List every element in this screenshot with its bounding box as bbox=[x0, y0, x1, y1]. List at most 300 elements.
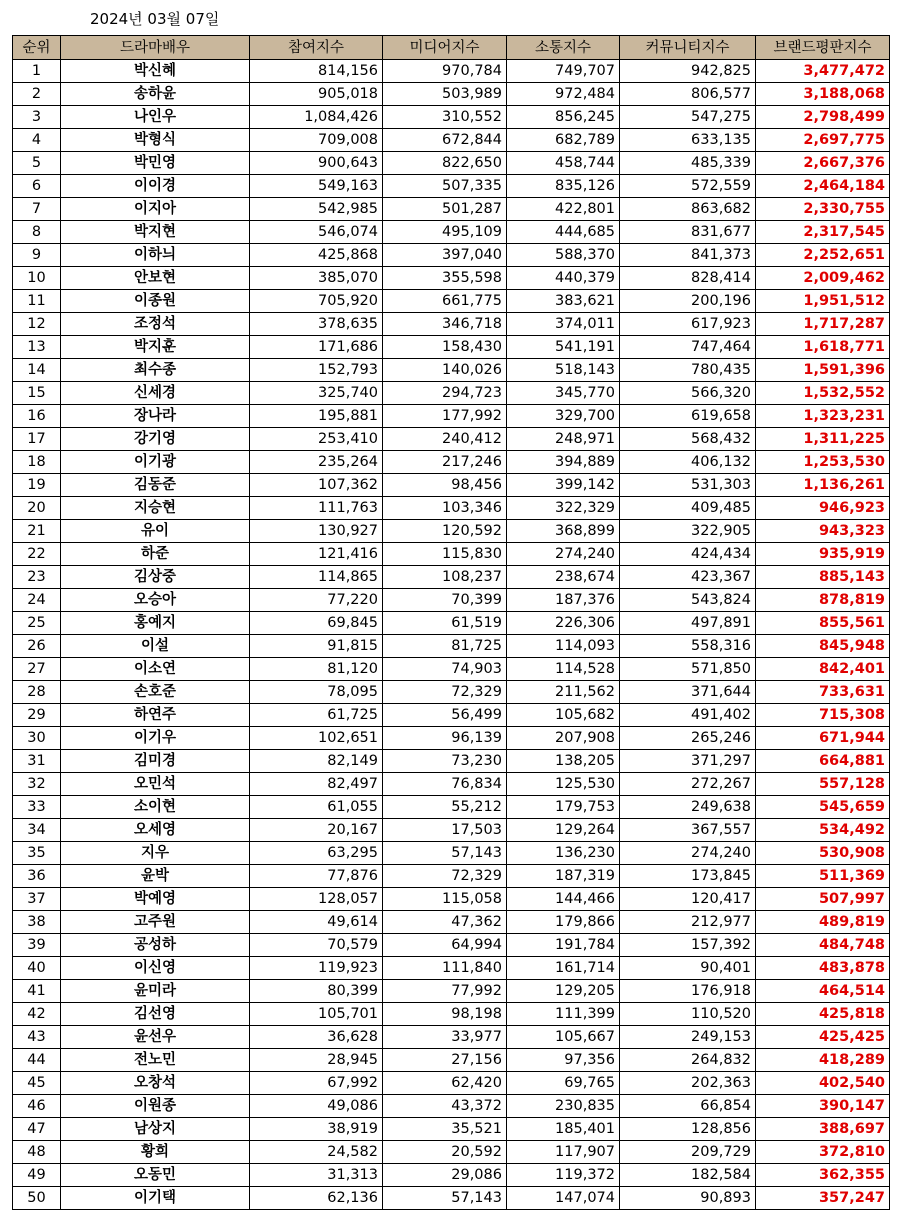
media-cell: 672,844 bbox=[383, 129, 507, 152]
communication-cell: 114,093 bbox=[507, 635, 620, 658]
brand-reputation-cell: 715,308 bbox=[756, 704, 890, 727]
community-cell: 568,432 bbox=[620, 428, 756, 451]
header-brand-reputation: 브랜드평판지수 bbox=[756, 36, 890, 60]
rank-cell: 12 bbox=[13, 313, 61, 336]
communication-cell: 114,528 bbox=[507, 658, 620, 681]
participation-cell: 82,149 bbox=[250, 750, 383, 773]
rank-cell: 37 bbox=[13, 888, 61, 911]
rank-cell: 39 bbox=[13, 934, 61, 957]
media-cell: 115,830 bbox=[383, 543, 507, 566]
rank-cell: 13 bbox=[13, 336, 61, 359]
table-row bbox=[13, 796, 890, 819]
brand-reputation-cell: 2,330,755 bbox=[756, 198, 890, 221]
rank-cell: 15 bbox=[13, 382, 61, 405]
media-cell: 33,977 bbox=[383, 1026, 507, 1049]
participation-cell: 28,945 bbox=[250, 1049, 383, 1072]
rank-cell: 36 bbox=[13, 865, 61, 888]
media-cell: 20,592 bbox=[383, 1141, 507, 1164]
brand-reputation-cell: 855,561 bbox=[756, 612, 890, 635]
community-cell: 747,464 bbox=[620, 336, 756, 359]
actor-name-cell: 오창석 bbox=[61, 1072, 250, 1095]
brand-reputation-cell: 418,289 bbox=[756, 1049, 890, 1072]
communication-cell: 117,907 bbox=[507, 1141, 620, 1164]
community-cell: 110,520 bbox=[620, 1003, 756, 1026]
brand-reputation-cell: 671,944 bbox=[756, 727, 890, 750]
table-row bbox=[13, 566, 890, 589]
communication-cell: 682,789 bbox=[507, 129, 620, 152]
table-row bbox=[13, 451, 890, 474]
rank-cell: 5 bbox=[13, 152, 61, 175]
brand-reputation-cell: 664,881 bbox=[756, 750, 890, 773]
rank-cell: 17 bbox=[13, 428, 61, 451]
community-cell: 66,854 bbox=[620, 1095, 756, 1118]
community-cell: 497,891 bbox=[620, 612, 756, 635]
community-cell: 806,577 bbox=[620, 83, 756, 106]
community-cell: 531,303 bbox=[620, 474, 756, 497]
actor-name-cell: 이이경 bbox=[61, 175, 250, 198]
actor-name-cell: 이지아 bbox=[61, 198, 250, 221]
communication-cell: 399,142 bbox=[507, 474, 620, 497]
participation-cell: 67,992 bbox=[250, 1072, 383, 1095]
rank-cell: 10 bbox=[13, 267, 61, 290]
table-row bbox=[13, 1003, 890, 1026]
actor-name-cell: 김상중 bbox=[61, 566, 250, 589]
communication-cell: 138,205 bbox=[507, 750, 620, 773]
actor-name-cell: 박지현 bbox=[61, 221, 250, 244]
participation-cell: 63,295 bbox=[250, 842, 383, 865]
community-cell: 423,367 bbox=[620, 566, 756, 589]
actor-name-cell: 이원종 bbox=[61, 1095, 250, 1118]
actor-name-cell: 박민영 bbox=[61, 152, 250, 175]
media-cell: 346,718 bbox=[383, 313, 507, 336]
participation-cell: 119,923 bbox=[250, 957, 383, 980]
actor-name-cell: 소이현 bbox=[61, 796, 250, 819]
actor-name-cell: 김선영 bbox=[61, 1003, 250, 1026]
media-cell: 47,362 bbox=[383, 911, 507, 934]
community-cell: 371,644 bbox=[620, 681, 756, 704]
actor-name-cell: 박지훈 bbox=[61, 336, 250, 359]
community-cell: 633,135 bbox=[620, 129, 756, 152]
table-row bbox=[13, 635, 890, 658]
community-cell: 176,918 bbox=[620, 980, 756, 1003]
community-cell: 547,275 bbox=[620, 106, 756, 129]
rank-cell: 20 bbox=[13, 497, 61, 520]
actor-name-cell: 전노민 bbox=[61, 1049, 250, 1072]
media-cell: 70,399 bbox=[383, 589, 507, 612]
media-cell: 355,598 bbox=[383, 267, 507, 290]
community-cell: 182,584 bbox=[620, 1164, 756, 1187]
table-row bbox=[13, 290, 890, 313]
media-cell: 35,521 bbox=[383, 1118, 507, 1141]
community-cell: 485,339 bbox=[620, 152, 756, 175]
table-row bbox=[13, 313, 890, 336]
brand-reputation-cell: 2,009,462 bbox=[756, 267, 890, 290]
table-row bbox=[13, 106, 890, 129]
table-row bbox=[13, 428, 890, 451]
actor-name-cell: 손호준 bbox=[61, 681, 250, 704]
participation-cell: 49,086 bbox=[250, 1095, 383, 1118]
media-cell: 140,026 bbox=[383, 359, 507, 382]
rank-cell: 30 bbox=[13, 727, 61, 750]
media-cell: 822,650 bbox=[383, 152, 507, 175]
brand-reputation-cell: 2,667,376 bbox=[756, 152, 890, 175]
participation-cell: 77,220 bbox=[250, 589, 383, 612]
media-cell: 495,109 bbox=[383, 221, 507, 244]
actor-name-cell: 신세경 bbox=[61, 382, 250, 405]
communication-cell: 368,899 bbox=[507, 520, 620, 543]
community-cell: 371,297 bbox=[620, 750, 756, 773]
actor-name-cell: 조정석 bbox=[61, 313, 250, 336]
table-row bbox=[13, 60, 890, 83]
communication-cell: 248,971 bbox=[507, 428, 620, 451]
community-cell: 200,196 bbox=[620, 290, 756, 313]
table-row bbox=[13, 1164, 890, 1187]
communication-cell: 972,484 bbox=[507, 83, 620, 106]
rank-cell: 34 bbox=[13, 819, 61, 842]
rank-cell: 41 bbox=[13, 980, 61, 1003]
communication-cell: 147,074 bbox=[507, 1187, 620, 1210]
brand-reputation-cell: 885,143 bbox=[756, 566, 890, 589]
table-row bbox=[13, 704, 890, 727]
rank-cell: 6 bbox=[13, 175, 61, 198]
communication-cell: 518,143 bbox=[507, 359, 620, 382]
participation-cell: 36,628 bbox=[250, 1026, 383, 1049]
brand-reputation-cell: 1,532,552 bbox=[756, 382, 890, 405]
media-cell: 55,212 bbox=[383, 796, 507, 819]
communication-cell: 541,191 bbox=[507, 336, 620, 359]
table-body bbox=[13, 60, 890, 1210]
participation-cell: 195,881 bbox=[250, 405, 383, 428]
community-cell: 424,434 bbox=[620, 543, 756, 566]
actor-name-cell: 김동준 bbox=[61, 474, 250, 497]
communication-cell: 444,685 bbox=[507, 221, 620, 244]
participation-cell: 253,410 bbox=[250, 428, 383, 451]
brand-reputation-cell: 530,908 bbox=[756, 842, 890, 865]
media-cell: 62,420 bbox=[383, 1072, 507, 1095]
rank-cell: 22 bbox=[13, 543, 61, 566]
table-row bbox=[13, 198, 890, 221]
community-cell: 572,559 bbox=[620, 175, 756, 198]
brand-reputation-cell: 2,252,651 bbox=[756, 244, 890, 267]
actor-name-cell: 이종원 bbox=[61, 290, 250, 313]
participation-cell: 69,845 bbox=[250, 612, 383, 635]
participation-cell: 102,651 bbox=[250, 727, 383, 750]
media-cell: 397,040 bbox=[383, 244, 507, 267]
community-cell: 571,850 bbox=[620, 658, 756, 681]
community-cell: 406,132 bbox=[620, 451, 756, 474]
communication-cell: 211,562 bbox=[507, 681, 620, 704]
rank-cell: 21 bbox=[13, 520, 61, 543]
actor-name-cell: 황희 bbox=[61, 1141, 250, 1164]
rank-cell: 24 bbox=[13, 589, 61, 612]
actor-name-cell: 오세영 bbox=[61, 819, 250, 842]
rank-cell: 46 bbox=[13, 1095, 61, 1118]
media-cell: 115,058 bbox=[383, 888, 507, 911]
rank-cell: 32 bbox=[13, 773, 61, 796]
media-cell: 29,086 bbox=[383, 1164, 507, 1187]
rank-cell: 14 bbox=[13, 359, 61, 382]
community-cell: 942,825 bbox=[620, 60, 756, 83]
rank-cell: 9 bbox=[13, 244, 61, 267]
media-cell: 310,552 bbox=[383, 106, 507, 129]
community-cell: 90,893 bbox=[620, 1187, 756, 1210]
brand-reputation-cell: 3,188,068 bbox=[756, 83, 890, 106]
participation-cell: 814,156 bbox=[250, 60, 383, 83]
participation-cell: 81,120 bbox=[250, 658, 383, 681]
header-media: 미디어지수 bbox=[383, 36, 507, 60]
rank-cell: 38 bbox=[13, 911, 61, 934]
table-row bbox=[13, 129, 890, 152]
brand-reputation-cell: 1,323,231 bbox=[756, 405, 890, 428]
rank-cell: 33 bbox=[13, 796, 61, 819]
actor-name-cell: 지승현 bbox=[61, 497, 250, 520]
brand-reputation-cell: 3,477,472 bbox=[756, 60, 890, 83]
community-cell: 202,363 bbox=[620, 1072, 756, 1095]
actor-name-cell: 윤선우 bbox=[61, 1026, 250, 1049]
table-row bbox=[13, 842, 890, 865]
brand-reputation-cell: 842,401 bbox=[756, 658, 890, 681]
brand-reputation-cell: 1,618,771 bbox=[756, 336, 890, 359]
participation-cell: 128,057 bbox=[250, 888, 383, 911]
participation-cell: 105,701 bbox=[250, 1003, 383, 1026]
media-cell: 98,456 bbox=[383, 474, 507, 497]
table-row bbox=[13, 589, 890, 612]
actor-name-cell: 강기영 bbox=[61, 428, 250, 451]
media-cell: 76,834 bbox=[383, 773, 507, 796]
participation-cell: 78,095 bbox=[250, 681, 383, 704]
media-cell: 120,592 bbox=[383, 520, 507, 543]
header-communication: 소통지수 bbox=[507, 36, 620, 60]
actor-name-cell: 이설 bbox=[61, 635, 250, 658]
actor-name-cell: 나인우 bbox=[61, 106, 250, 129]
community-cell: 209,729 bbox=[620, 1141, 756, 1164]
community-cell: 272,267 bbox=[620, 773, 756, 796]
brand-reputation-cell: 362,355 bbox=[756, 1164, 890, 1187]
participation-cell: 20,167 bbox=[250, 819, 383, 842]
participation-cell: 325,740 bbox=[250, 382, 383, 405]
brand-reputation-cell: 390,147 bbox=[756, 1095, 890, 1118]
participation-cell: 77,876 bbox=[250, 865, 383, 888]
table-row bbox=[13, 658, 890, 681]
rank-cell: 18 bbox=[13, 451, 61, 474]
rank-cell: 7 bbox=[13, 198, 61, 221]
table-row bbox=[13, 819, 890, 842]
table-row bbox=[13, 1141, 890, 1164]
table-row bbox=[13, 405, 890, 428]
participation-cell: 31,313 bbox=[250, 1164, 383, 1187]
brand-reputation-cell: 1,253,530 bbox=[756, 451, 890, 474]
community-cell: 619,658 bbox=[620, 405, 756, 428]
participation-cell: 705,920 bbox=[250, 290, 383, 313]
brand-reputation-cell: 2,798,499 bbox=[756, 106, 890, 129]
media-cell: 177,992 bbox=[383, 405, 507, 428]
communication-cell: 230,835 bbox=[507, 1095, 620, 1118]
media-cell: 77,992 bbox=[383, 980, 507, 1003]
media-cell: 72,329 bbox=[383, 681, 507, 704]
table-row bbox=[13, 612, 890, 635]
participation-cell: 542,985 bbox=[250, 198, 383, 221]
table-row bbox=[13, 681, 890, 704]
media-cell: 294,723 bbox=[383, 382, 507, 405]
media-cell: 503,989 bbox=[383, 83, 507, 106]
actor-name-cell: 박형식 bbox=[61, 129, 250, 152]
participation-cell: 62,136 bbox=[250, 1187, 383, 1210]
participation-cell: 91,815 bbox=[250, 635, 383, 658]
brand-reputation-cell: 557,128 bbox=[756, 773, 890, 796]
table-row bbox=[13, 336, 890, 359]
communication-cell: 97,356 bbox=[507, 1049, 620, 1072]
media-cell: 81,725 bbox=[383, 635, 507, 658]
table-row bbox=[13, 980, 890, 1003]
brand-reputation-cell: 507,997 bbox=[756, 888, 890, 911]
table-row bbox=[13, 1095, 890, 1118]
table-row bbox=[13, 221, 890, 244]
brand-reputation-cell: 484,748 bbox=[756, 934, 890, 957]
table-row bbox=[13, 1049, 890, 1072]
media-cell: 103,346 bbox=[383, 497, 507, 520]
community-cell: 249,153 bbox=[620, 1026, 756, 1049]
communication-cell: 856,245 bbox=[507, 106, 620, 129]
media-cell: 501,287 bbox=[383, 198, 507, 221]
participation-cell: 107,362 bbox=[250, 474, 383, 497]
table-row bbox=[13, 773, 890, 796]
participation-cell: 235,264 bbox=[250, 451, 383, 474]
community-cell: 617,923 bbox=[620, 313, 756, 336]
communication-cell: 374,011 bbox=[507, 313, 620, 336]
brand-reputation-table bbox=[12, 35, 890, 1210]
communication-cell: 105,667 bbox=[507, 1026, 620, 1049]
brand-reputation-cell: 464,514 bbox=[756, 980, 890, 1003]
media-cell: 98,198 bbox=[383, 1003, 507, 1026]
community-cell: 566,320 bbox=[620, 382, 756, 405]
participation-cell: 549,163 bbox=[250, 175, 383, 198]
community-cell: 249,638 bbox=[620, 796, 756, 819]
participation-cell: 70,579 bbox=[250, 934, 383, 957]
rank-cell: 23 bbox=[13, 566, 61, 589]
rank-cell: 8 bbox=[13, 221, 61, 244]
rank-cell: 40 bbox=[13, 957, 61, 980]
communication-cell: 345,770 bbox=[507, 382, 620, 405]
actor-name-cell: 이소연 bbox=[61, 658, 250, 681]
communication-cell: 125,530 bbox=[507, 773, 620, 796]
rank-cell: 3 bbox=[13, 106, 61, 129]
media-cell: 72,329 bbox=[383, 865, 507, 888]
communication-cell: 144,466 bbox=[507, 888, 620, 911]
brand-reputation-cell: 388,697 bbox=[756, 1118, 890, 1141]
media-cell: 17,503 bbox=[383, 819, 507, 842]
media-cell: 57,143 bbox=[383, 1187, 507, 1210]
table-row bbox=[13, 359, 890, 382]
community-cell: 841,373 bbox=[620, 244, 756, 267]
community-cell: 831,677 bbox=[620, 221, 756, 244]
rank-cell: 26 bbox=[13, 635, 61, 658]
participation-cell: 121,416 bbox=[250, 543, 383, 566]
media-cell: 43,372 bbox=[383, 1095, 507, 1118]
actor-name-cell: 유이 bbox=[61, 520, 250, 543]
communication-cell: 207,908 bbox=[507, 727, 620, 750]
participation-cell: 49,614 bbox=[250, 911, 383, 934]
community-cell: 491,402 bbox=[620, 704, 756, 727]
participation-cell: 80,399 bbox=[250, 980, 383, 1003]
community-cell: 780,435 bbox=[620, 359, 756, 382]
table-row bbox=[13, 911, 890, 934]
communication-cell: 119,372 bbox=[507, 1164, 620, 1187]
participation-cell: 82,497 bbox=[250, 773, 383, 796]
community-cell: 90,401 bbox=[620, 957, 756, 980]
communication-cell: 383,621 bbox=[507, 290, 620, 313]
brand-reputation-cell: 534,492 bbox=[756, 819, 890, 842]
community-cell: 409,485 bbox=[620, 497, 756, 520]
communication-cell: 161,714 bbox=[507, 957, 620, 980]
rank-cell: 29 bbox=[13, 704, 61, 727]
actor-name-cell: 김미경 bbox=[61, 750, 250, 773]
communication-cell: 111,399 bbox=[507, 1003, 620, 1026]
media-cell: 73,230 bbox=[383, 750, 507, 773]
community-cell: 120,417 bbox=[620, 888, 756, 911]
table-row bbox=[13, 1187, 890, 1210]
actor-name-cell: 공성하 bbox=[61, 934, 250, 957]
brand-reputation-cell: 943,323 bbox=[756, 520, 890, 543]
table-row bbox=[13, 1026, 890, 1049]
communication-cell: 226,306 bbox=[507, 612, 620, 635]
table-row bbox=[13, 750, 890, 773]
communication-cell: 179,753 bbox=[507, 796, 620, 819]
actor-name-cell: 오민석 bbox=[61, 773, 250, 796]
actor-name-cell: 홍예지 bbox=[61, 612, 250, 635]
brand-reputation-cell: 489,819 bbox=[756, 911, 890, 934]
communication-cell: 136,230 bbox=[507, 842, 620, 865]
table-row bbox=[13, 888, 890, 911]
community-cell: 828,414 bbox=[620, 267, 756, 290]
brand-reputation-cell: 425,818 bbox=[756, 1003, 890, 1026]
rank-cell: 44 bbox=[13, 1049, 61, 1072]
table-row bbox=[13, 520, 890, 543]
brand-reputation-cell: 1,951,512 bbox=[756, 290, 890, 313]
rank-cell: 35 bbox=[13, 842, 61, 865]
rank-cell: 50 bbox=[13, 1187, 61, 1210]
communication-cell: 588,370 bbox=[507, 244, 620, 267]
header-row bbox=[13, 36, 890, 60]
community-cell: 128,856 bbox=[620, 1118, 756, 1141]
actor-name-cell: 송하윤 bbox=[61, 83, 250, 106]
participation-cell: 378,635 bbox=[250, 313, 383, 336]
participation-cell: 425,868 bbox=[250, 244, 383, 267]
brand-reputation-cell: 1,591,396 bbox=[756, 359, 890, 382]
actor-name-cell: 장나라 bbox=[61, 405, 250, 428]
communication-cell: 422,801 bbox=[507, 198, 620, 221]
brand-reputation-cell: 1,311,225 bbox=[756, 428, 890, 451]
community-cell: 863,682 bbox=[620, 198, 756, 221]
communication-cell: 179,866 bbox=[507, 911, 620, 934]
actor-name-cell: 이기광 bbox=[61, 451, 250, 474]
media-cell: 57,143 bbox=[383, 842, 507, 865]
communication-cell: 187,319 bbox=[507, 865, 620, 888]
participation-cell: 114,865 bbox=[250, 566, 383, 589]
brand-reputation-cell: 425,425 bbox=[756, 1026, 890, 1049]
participation-cell: 61,725 bbox=[250, 704, 383, 727]
table-row bbox=[13, 244, 890, 267]
actor-name-cell: 윤박 bbox=[61, 865, 250, 888]
table-row bbox=[13, 474, 890, 497]
rank-cell: 28 bbox=[13, 681, 61, 704]
actor-name-cell: 최수종 bbox=[61, 359, 250, 382]
community-cell: 265,246 bbox=[620, 727, 756, 750]
brand-reputation-cell: 357,247 bbox=[756, 1187, 890, 1210]
rank-cell: 43 bbox=[13, 1026, 61, 1049]
brand-reputation-cell: 1,136,261 bbox=[756, 474, 890, 497]
actor-name-cell: 하준 bbox=[61, 543, 250, 566]
table-row bbox=[13, 152, 890, 175]
